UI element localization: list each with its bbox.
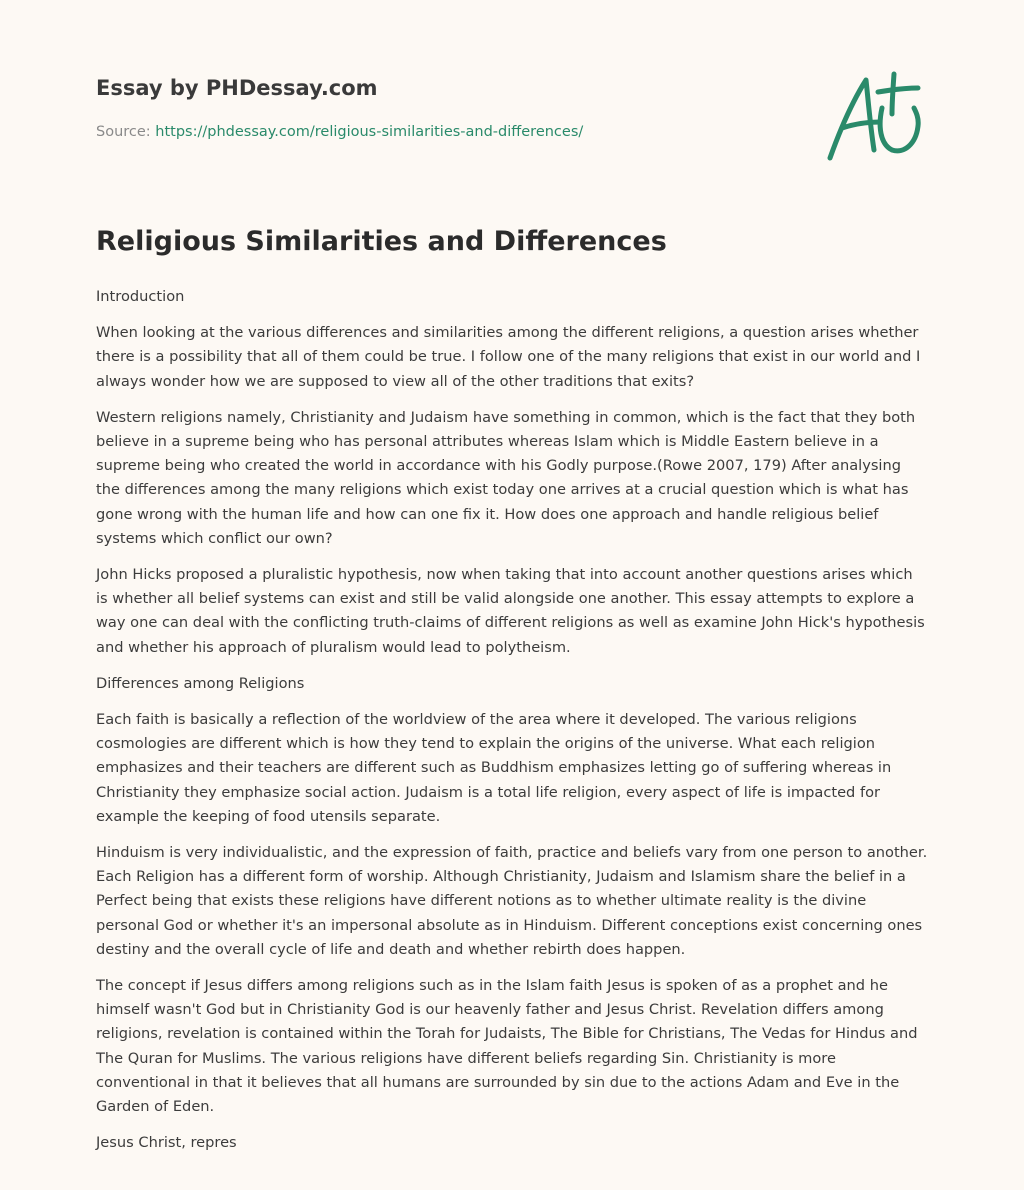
essay-paragraph: The concept if Jesus differs among religions such as in the Islam faith Jesus is spoken of as a prophet and he himself wasn't God but in Christianity God is our heavenly father and Jesus Christ. Revelation differs among religions, revelation is contained within the Torah for Judaists, The Bible for Christians, The Vedas for Hindus and The Quran for Muslims. The various religions have different beliefs regarding Sin. Christianity is more conventional in that it believes that all humans are surrounded by sin due to the actions Adam and Eve in the Garden of Eden. <box>96 977 918 1116</box>
site-brand: Essay by PHDessay.com <box>96 76 378 100</box>
essay-paragraph: Each faith is basically a reflection of the worldview of the area where it developed. The various religions cosmologies are different which is how they tend to explain the origins of the universe. What each religion emphasizes and their teachers are different such as Buddhism emphasizes letting go of suffering whereas in Christianity they emphasize social action. Judaism is a total life religion, every aspect of life is impacted for example the keeping of food utensils separate. <box>96 711 892 825</box>
essay-paragraph-truncated: Jesus Christ, repres <box>96 1134 237 1152</box>
essay-paragraph: When looking at the various differences and similarities among the different religions, a question arises whether there is a possibility that all of them could be true. I follow one of the many religions that exist in our world and I always wonder how we are supposed to view all of the other traditions that exits? <box>96 324 921 390</box>
source-link[interactable]: https://phdessay.com/religious-similarities-and-differences/ <box>155 124 584 140</box>
essay-paragraph: Hinduism is very individualistic, and the expression of faith, practice and beliefs vary from one person to another. Each Religion has a different form of worship. Although Christianity, Judaism and Islamism share the belief in a Perfect being that exists these religions have different notions as to whether ultimate reality is the divine personal God or whether it's an impersonal absolute as in Hinduism. Different conceptions exist concerning ones destiny and the overall cycle of life and death and whether rebirth does happen. <box>96 844 928 958</box>
a-plus-logo-icon <box>826 68 926 164</box>
essay-body <box>96 285 928 1168</box>
source-label: Source: <box>96 124 156 140</box>
essay-title: Religious Similarities and Differences <box>96 226 667 257</box>
section-heading-differences: Differences among Religions <box>96 674 305 692</box>
essay-paragraph: John Hicks proposed a pluralistic hypothesis, now when taking that into account another questions arises which is whether all belief systems can exist and still be valid alongside one another. This essay attempts to explore a way one can deal with the conflicting truth-claims of different religions as well as examine John Hick's hypothesis and whether his approach of pluralism would lead to polytheism. <box>96 566 925 656</box>
section-heading-introduction: Introduction <box>96 288 185 305</box>
essay-paragraph: Western religions namely, Christianity and Judaism have something in common, which is the fact that they both believe in a supreme being who has personal attributes whereas Islam which is Middle Eastern believe in a supreme being who created the world in accordance with his Godly purpose.(Rowe 2007, 179) After analysing the differences among the many religions which exist today one arrives at a crucial question which is what has gone wrong with the human life and how can one fix it. How does one approach and handle religious belief systems which conflict our own? <box>96 408 916 547</box>
source-line <box>96 124 583 140</box>
